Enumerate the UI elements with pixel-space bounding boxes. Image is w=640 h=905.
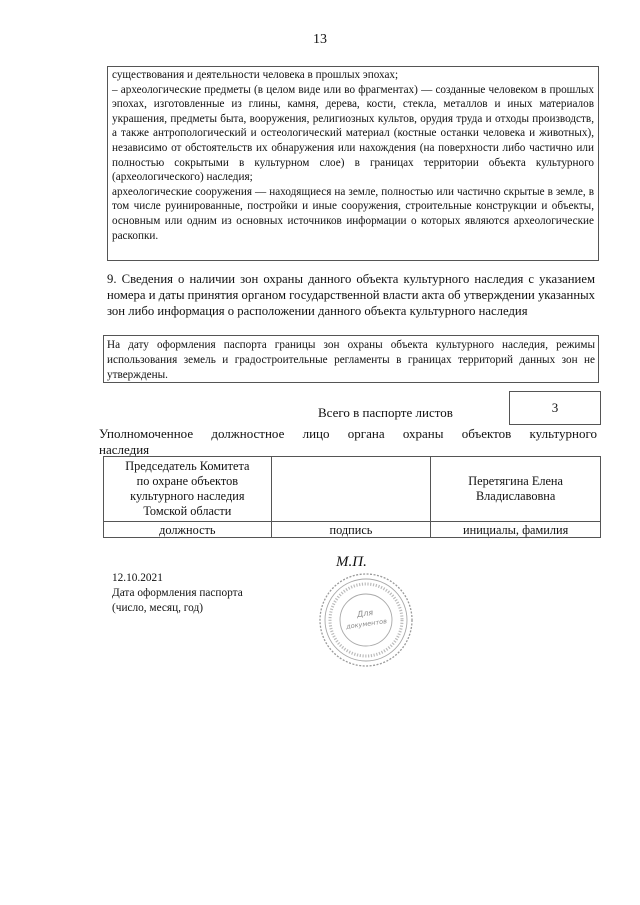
stamp-text: документов (345, 617, 388, 631)
issue-date-label: Дата оформления паспорта (112, 587, 243, 599)
issue-date: 12.10.2021 (112, 572, 163, 584)
definition-paragraph: археологические сооружения — находящиеся на земле, полностью или частично скрытые в земле, в том числе руинированные, постройки и иные сооружения, строительные конструкции и объекты, основным или одним из основных источников информации о которых являются археологические раскопки. (112, 185, 594, 242)
name-line: Владиславовна (475, 489, 556, 503)
authorized-official-title-line: наследия (99, 442, 150, 457)
total-sheets-label: Всего в паспорте листов (318, 405, 453, 420)
position-line: Томской области (143, 504, 232, 518)
issue-date-hint: (число, месяц, год) (112, 602, 203, 614)
definition-paragraph: – археологические предметы (в целом виде или во фрагментах) — созданные человеком в прошлых эпохах, изготовленные из глины, камня, дерева, кости, стекла, металлов и иных материалов украшения, предметы быта, вооружения, религиозных культов, орудия труда и отходы производств, а также антропологический и остеологический материал (костные останки человека и животных), независимо от обстоятельств их обнаружения или нахождения (на поверхности либо частично или полностью сокрытыми в культурном слое) в границах территории объекта культурного (археологического) наследия; (112, 83, 594, 184)
date-block (112, 571, 243, 616)
page-number: 13 (313, 32, 327, 47)
position-label: должность (104, 522, 272, 538)
archaeology-definitions-box (107, 66, 599, 261)
signature-label: подпись (271, 522, 431, 538)
signature-table (103, 456, 601, 538)
position-line: по охране объектов (136, 474, 239, 488)
stamp-text: Для (356, 607, 374, 620)
stamp-place-label: М.П. (336, 554, 367, 570)
protection-zones-box: На дату оформления паспорта границы зон охраны объекта культурного наследия, режимы использования земель и градостроительные регламенты в границах территорий данных зон не утверждены. (103, 335, 599, 383)
name-label: инициалы, фамилия (431, 522, 601, 538)
position-line: культурного наследия (130, 489, 245, 503)
authorized-official-title (99, 426, 597, 458)
position-cell (104, 457, 272, 522)
signature-cell (271, 457, 431, 522)
name-line: Перетягина Елена (468, 474, 563, 488)
name-cell (431, 457, 601, 522)
round-stamp-icon (316, 570, 416, 670)
authorized-official-title-line: Уполномоченное должностное лицо органа охраны объектов культурного (99, 426, 597, 441)
definition-paragraph: существования и деятельности человека в прошлых эпохах; (112, 69, 399, 81)
section-9 (107, 271, 595, 319)
position-line: Председатель Комитета (125, 459, 250, 473)
total-sheets-value: 3 (509, 391, 601, 425)
section-9-heading: 9. Сведения о наличии зон охраны данного объекта культурного наследия с указанием номера и даты принятия органом государственной власти акта об утверждении указанных зон либо информация о расположении данного объекта культурного наследия (107, 272, 595, 318)
